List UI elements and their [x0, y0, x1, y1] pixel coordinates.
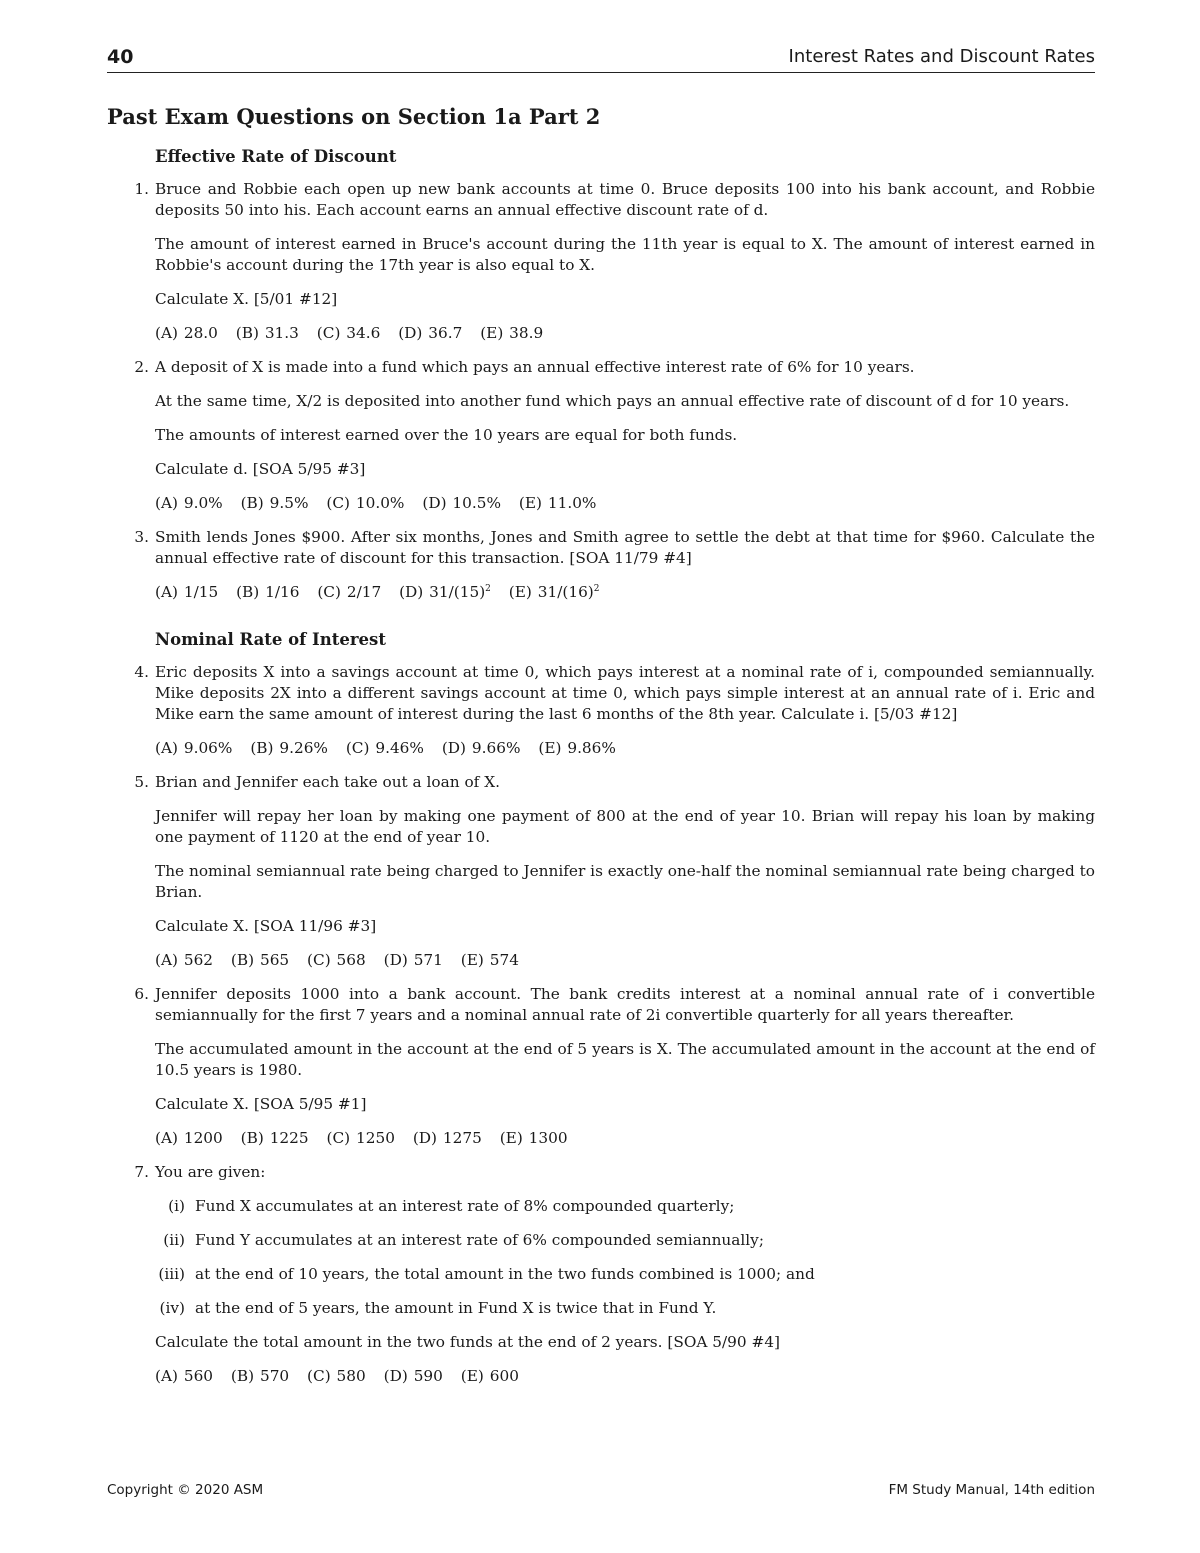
- page-header: [107, 44, 1095, 73]
- question-text: Brian and Jennifer each take out a loan of X.: [155, 773, 500, 791]
- question-text: Eric deposits X into a savings account at time 0, which pays interest at a nominal rate of i, compounded semiannually. Mike deposits 2X into a different savings account at time 0, which pays simple interest at an annual rate of i. Eric and Mike earn the same amount of interest during the last 6 months of the 8th year. Calculate i. [5/03 #12]: [155, 663, 1095, 723]
- answer-choices: [155, 950, 1095, 971]
- question-6: [134, 984, 1095, 1149]
- answer-choice: (A) 9.06%: [155, 739, 233, 757]
- question-7: [134, 1162, 1095, 1387]
- answer-choice: (C) 580: [307, 1367, 366, 1385]
- question-prompt: Calculate X. [SOA 11/96 #3]: [155, 917, 377, 935]
- answer-choice: (D) 571: [383, 951, 443, 969]
- given-list: [155, 1196, 1095, 1319]
- question-prompt: Calculate X. [5/01 #12]: [155, 290, 338, 308]
- question-number: 2.: [134, 358, 149, 376]
- answer-choice: (C) 9.46%: [345, 739, 424, 757]
- question-number: 5.: [134, 773, 149, 791]
- item-numeral: (ii): [163, 1231, 185, 1249]
- answer-choice: (B) 565: [230, 951, 290, 969]
- question-number: 6.: [134, 985, 149, 1003]
- question-number: 4.: [134, 663, 149, 681]
- answer-choice: (A) 9.0%: [155, 494, 223, 512]
- question-text: A deposit of X is made into a fund which pays an annual effective interest rate of 6% for 10 years.: [155, 358, 915, 376]
- page-footer: [107, 1482, 1095, 1502]
- question-text: Jennifer will repay her loan by making one payment of 800 at the end of year 10. Brian will repay his loan by making one payment of 1120 at the end of year 10.: [155, 807, 1095, 846]
- answer-choice-d: [399, 583, 491, 601]
- exponent: 2: [485, 583, 491, 594]
- answer-choice: (A) 1200: [155, 1129, 223, 1147]
- answer-choice: (A) 28.0: [155, 324, 218, 342]
- document-page: [107, 0, 1095, 1553]
- question-text: The nominal semiannual rate being charged to Jennifer is exactly one-half the nominal semiannual rate being charged to Brian.: [155, 862, 1095, 901]
- answer-choice-e: [509, 583, 600, 601]
- answer-choice: (B) 570: [230, 1367, 290, 1385]
- question-number: 3.: [134, 528, 149, 546]
- answer-choice: (D) 36.7: [398, 324, 463, 342]
- question-2: [134, 357, 1095, 514]
- question-prompt: Calculate X. [SOA 5/95 #1]: [155, 1095, 367, 1113]
- question-text: The amounts of interest earned over the 10 years are equal for both funds.: [155, 426, 738, 444]
- copyright-notice: Copyright © 2020 ASM: [107, 1482, 264, 1498]
- question-prompt: Calculate d. [SOA 5/95 #3]: [155, 460, 366, 478]
- answer-choice: (B) 9.5%: [240, 494, 309, 512]
- question-text: Bruce and Robbie each open up new bank accounts at time 0. Bruce deposits 100 into his bank account, and Robbie deposits 50 into his. Each account earns an annual effective discount rate of d.: [155, 180, 1095, 219]
- item-text: at the end of 5 years, the amount in Fund X is twice that in Fund Y.: [195, 1299, 717, 1317]
- item-text: Fund X accumulates at an interest rate of 8% compounded quarterly;: [195, 1197, 735, 1215]
- question-1: [134, 179, 1095, 344]
- given-item: [155, 1298, 1095, 1319]
- subsection-heading: Nominal Rate of Interest: [155, 630, 386, 649]
- given-item: [155, 1196, 1095, 1217]
- item-numeral: (i): [168, 1197, 185, 1215]
- answer-choice: (C) 10.0%: [326, 494, 405, 512]
- answer-choices: [155, 1128, 1095, 1149]
- answer-choice: (A) 562: [155, 951, 214, 969]
- answer-choices: [155, 582, 1095, 603]
- answer-choice: (C) 34.6: [316, 324, 381, 342]
- answer-choices: [155, 493, 1095, 514]
- question-5: [134, 772, 1095, 971]
- answer-choices: [155, 323, 1095, 344]
- answer-choice: (E) 9.86%: [538, 739, 616, 757]
- answer-choice-text: (D) 31/(15): [399, 583, 486, 601]
- running-title: Interest Rates and Discount Rates: [788, 46, 1095, 67]
- questions-content: [107, 146, 1095, 1400]
- answer-choice: (E) 1300: [499, 1129, 568, 1147]
- section-title: Past Exam Questions on Section 1a Part 2: [107, 104, 601, 129]
- item-text: at the end of 10 years, the total amount in the two funds combined is 1000; and: [195, 1265, 815, 1283]
- answer-choice: (B) 1/16: [236, 583, 300, 601]
- question-3: [134, 527, 1095, 603]
- question-prompt: Calculate the total amount in the two funds at the end of 2 years. [SOA 5/90 #4]: [155, 1333, 781, 1351]
- subsection-heading: Effective Rate of Discount: [155, 147, 397, 166]
- question-number: 7.: [134, 1163, 149, 1181]
- answer-choice: (B) 31.3: [235, 324, 299, 342]
- answer-choice-text: (E) 31/(16): [508, 583, 594, 601]
- answer-choice: (E) 11.0%: [518, 494, 597, 512]
- answer-choice: (E) 38.9: [480, 324, 544, 342]
- question-text: You are given:: [155, 1163, 266, 1181]
- item-text: Fund Y accumulates at an interest rate of 6% compounded semiannually;: [195, 1231, 764, 1249]
- answer-choice: (E) 600: [460, 1367, 519, 1385]
- answer-choices: [155, 1366, 1095, 1387]
- answer-choice: (D) 10.5%: [422, 494, 502, 512]
- question-number: 1.: [134, 180, 149, 198]
- exponent: 2: [593, 583, 600, 594]
- item-numeral: (iii): [158, 1265, 185, 1283]
- answer-choice: (D) 590: [383, 1367, 443, 1385]
- answer-choice: (E) 574: [460, 951, 519, 969]
- given-item: [155, 1264, 1095, 1285]
- question-text: At the same time, X/2 is deposited into another fund which pays an annual effective rate of discount of d for 10 years.: [155, 392, 1070, 410]
- question-4: [134, 662, 1095, 759]
- question-text: The accumulated amount in the account at the end of 5 years is X. The accumulated amount in the account at the end of 10.5 years is 1980.: [155, 1040, 1095, 1079]
- answer-choice: (D) 9.66%: [441, 739, 521, 757]
- answer-choices: [155, 738, 1095, 759]
- answer-choice: (B) 1225: [240, 1129, 309, 1147]
- question-text: The amount of interest earned in Bruce's account during the 11th year is equal to X. The amount of interest earned in Robbie's account during the 17th year is also equal to X.: [155, 235, 1095, 274]
- answer-choice: (C) 2/17: [317, 583, 382, 601]
- answer-choice: (B) 9.26%: [250, 739, 328, 757]
- question-text: Jennifer deposits 1000 into a bank account. The bank credits interest at a nominal annual rate of i convertible semiannually for the first 7 years and a nominal annual rate of 2i convertible quarterly for all years thereafter.: [155, 985, 1095, 1024]
- page-number: 40: [107, 46, 134, 68]
- answer-choice: (A) 560: [155, 1367, 214, 1385]
- answer-choice: (A) 1/15: [155, 583, 219, 601]
- answer-choice: (C) 568: [307, 951, 366, 969]
- edition-label: FM Study Manual, 14th edition: [888, 1482, 1095, 1498]
- answer-choice: (D) 1275: [412, 1129, 482, 1147]
- answer-choice: (C) 1250: [326, 1129, 395, 1147]
- item-numeral: (iv): [159, 1299, 185, 1317]
- question-text: Smith lends Jones $900. After six months, Jones and Smith agree to settle the debt at that time for $960. Calculate the annual effective rate of discount for this transaction. [SOA 11/79 #4]: [155, 528, 1095, 567]
- given-item: [155, 1230, 1095, 1251]
